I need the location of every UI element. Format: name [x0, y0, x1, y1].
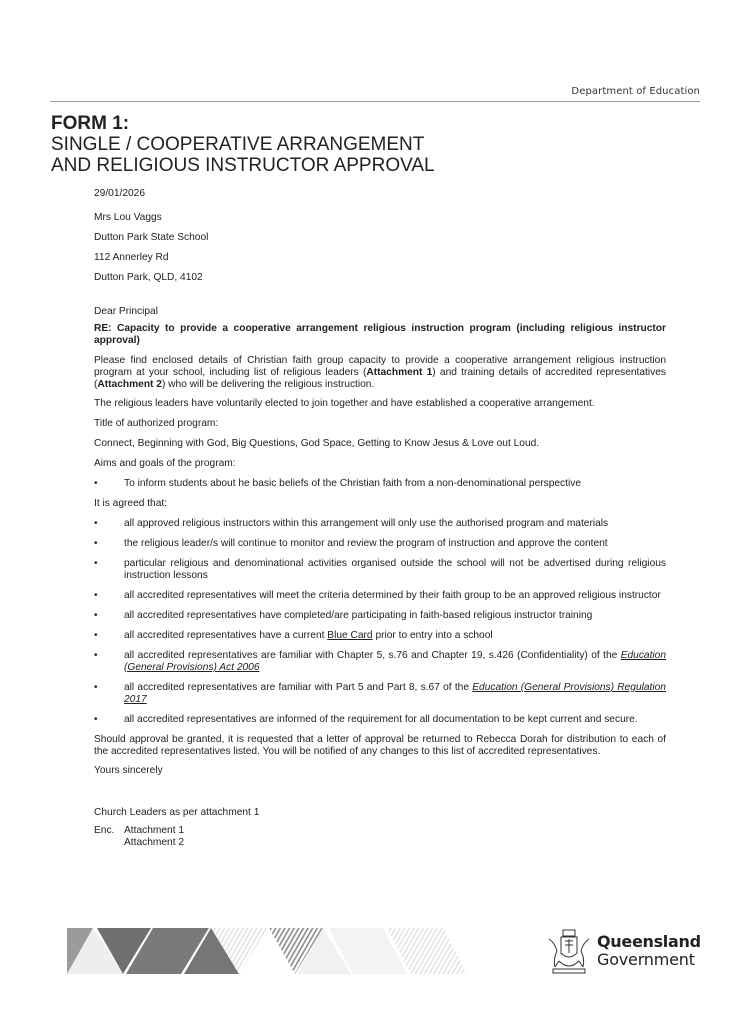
- education-regulation-link[interactable]: Education (General Provisions) Regulation 2017: [124, 682, 666, 705]
- recipient-street: 112 Annerley Rd: [94, 252, 169, 263]
- form-subtitle-line2: AND RELIGIOUS INSTRUCTOR APPROVAL: [51, 155, 435, 176]
- blue-card-link[interactable]: Blue Card: [327, 630, 373, 641]
- list-item: • all accredited representatives are familiar with Chapter 5, s.76 and Chapter 19, s.426 (Confidentiality) of the Education (General Provisions) Act 2006: [94, 650, 666, 673]
- department-name: Department of Education: [571, 86, 700, 97]
- attachment-1-ref: Attachment 1: [366, 367, 433, 378]
- agreed-list: [94, 518, 666, 726]
- enclosures-list: [124, 825, 184, 849]
- intro-part2: ) and training details of accredited representatives (: [94, 367, 666, 390]
- list-item: • all accredited representatives are informed of the requirement for all documentation to be kept current and secure.: [94, 714, 638, 725]
- sign-off: Yours sincerely: [94, 765, 163, 776]
- intro-part3: ) who will be delivering the religious instruction.: [161, 379, 375, 390]
- cooperative-paragraph: The religious leaders have voluntarily elected to join together and have established a cooperative arrangement.: [94, 398, 595, 409]
- enclosure-item: Attachment 1: [124, 825, 185, 836]
- recipient-name: Mrs Lou Vaggs: [94, 212, 162, 223]
- signatory: Church Leaders as per attachment 1: [94, 807, 260, 818]
- enclosures-label: Enc.: [94, 825, 115, 836]
- bullet-icon: •: [94, 538, 98, 549]
- bullet-icon: •: [94, 630, 98, 641]
- recipient-school: Dutton Park State School: [94, 232, 209, 243]
- bullet-icon: •: [94, 590, 98, 601]
- form-subtitle: [51, 134, 435, 176]
- program-title: Connect, Beginning with God, Big Questions, God Space, Getting to Know Jesus & Love out Loud.: [94, 438, 540, 449]
- logo-wordmark: [597, 933, 701, 969]
- bullet-icon: •: [94, 714, 98, 725]
- attachment-2-ref: Attachment 2: [97, 379, 162, 390]
- list-item: • all accredited representatives are familiar with Part 5 and Part 8, s.67 of the Education (General Provisions) Regulation 2017: [94, 682, 666, 705]
- salutation: Dear Principal: [94, 306, 158, 317]
- enclosure-item: Attachment 2: [124, 837, 185, 848]
- aims-label: Aims and goals of the program:: [94, 458, 236, 469]
- program-title-label: Title of authorized program:: [94, 418, 219, 429]
- decorative-triangle-band: [67, 928, 467, 976]
- bullet-icon: •: [94, 518, 98, 529]
- logo-line1: Queensland: [597, 932, 701, 951]
- intro-paragraph: [94, 355, 666, 391]
- intro-part1: Please find enclosed details of Christian faith group capacity to provide a cooperative arrangement religious instruction program at your school, including list of religious leaders (: [94, 355, 666, 378]
- queensland-government-logo: [545, 927, 705, 979]
- aims-list: [94, 478, 666, 490]
- re-line: RE: Capacity to provide a cooperative arrangement religious instruction program (including religious instructor approval): [94, 323, 666, 346]
- header-rule: [50, 101, 700, 102]
- coat-of-arms-icon: [545, 927, 593, 977]
- list-item: • all accredited representatives have completed/are participating in faith-based religious instructor training: [94, 610, 593, 621]
- bullet-icon: •: [94, 478, 98, 489]
- agreed-label: It is agreed that:: [94, 498, 168, 509]
- letter-date: 29/01/2026: [94, 188, 145, 199]
- logo-line2: Government: [597, 950, 695, 969]
- education-act-link[interactable]: Education (General Provisions) Act 2006: [124, 650, 666, 673]
- list-item: • all accredited representatives have a current Blue Card prior to entry into a school: [94, 630, 493, 641]
- bullet-icon: •: [94, 558, 98, 569]
- list-item: • particular religious and denominational activities organised outside the school will not be advertised during religious instruction lessons: [94, 558, 666, 581]
- letter-body: [94, 188, 666, 849]
- form-subtitle-line1: SINGLE / COOPERATIVE ARRANGEMENT: [51, 134, 425, 155]
- recipient-suburb: Dutton Park, QLD, 4102: [94, 272, 203, 283]
- closing-paragraph: Should approval be granted, it is requested that a letter of approval be returned to Rebecca Dorah for distribution to each of the accredited representatives listed. You will be notified of any changes to this list of accredited representatives.: [94, 734, 666, 757]
- list-item: • To inform students about he basic beliefs of the Christian faith from a non-denominational perspective: [94, 478, 581, 489]
- bullet-icon: •: [94, 610, 98, 621]
- list-item: • all approved religious instructors within this arrangement will only use the authorised program and materials: [94, 518, 609, 529]
- bullet-icon: •: [94, 682, 98, 693]
- list-item: • the religious leader/s will continue to monitor and review the program of instruction and approve the content: [94, 538, 608, 549]
- enclosures: [94, 825, 666, 849]
- form-title: FORM 1:: [51, 113, 130, 134]
- list-item: • all accredited representatives will meet the criteria determined by their faith group to be an approved religious instructor: [94, 590, 661, 601]
- recipient-address: [94, 212, 666, 284]
- bullet-icon: •: [94, 650, 98, 661]
